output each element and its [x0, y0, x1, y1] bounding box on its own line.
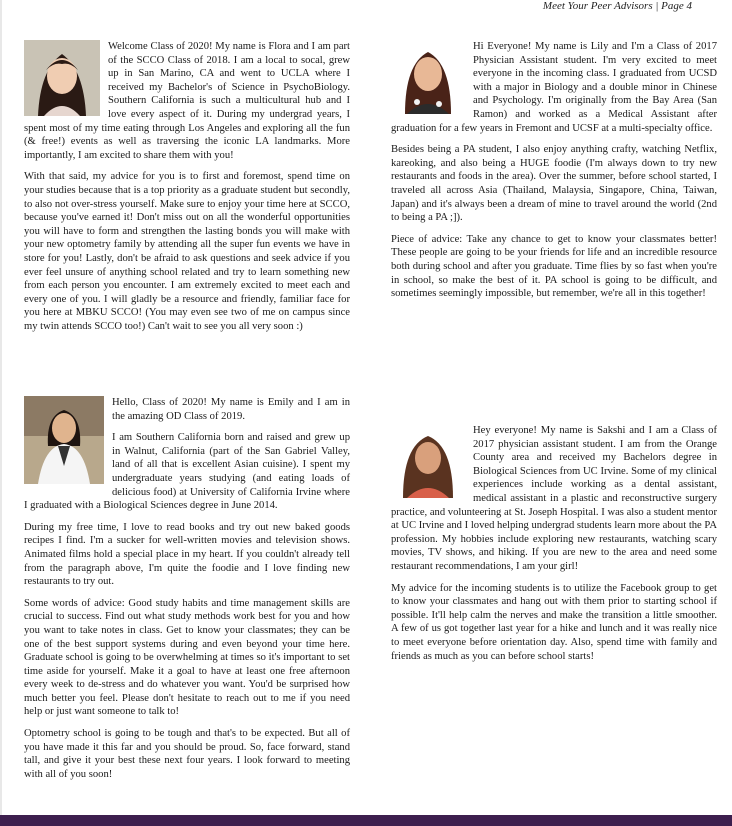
- emily-paragraph-1: Hello, Class of 2020! My name is Emily and I am in the amazing OD Class of 2019.: [112, 397, 350, 422]
- lily-paragraph-2: Besides being a PA student, I also enjoy anything crafty, watching Netflix, kareoking, and also being a HUGE foodie (I'm always down to try new restaurants and foods in the area). Over the summer, before school started, I traveled all across Asia (Thailand, Malaysia, Singapore, China, Taiwan, Japan) and it's always been a dream of mine to travel around the world (2nd to being a PA ;]).: [391, 144, 717, 224]
- flora-photo: [24, 40, 100, 116]
- flora-paragraph-2: With that said, my advice for you is to first and foremost, spend time on your studies because that is a top priority as a graduate student but secondly, to also not over-stress yourself. Make sure to enjoy your time here at SCCO, because you've earned it! Don't miss out on all the wonderful opportunities you will have to form and strengthen the lasting bonds you will make with your new optometry family by attending all the super fun events we have in store for you! Lastly, don't be afraid to ask questions and seek advice if you ever feel unsure of anything school related and try to learn something new from each person you encounter. I am extremely excited to meet each and every one of you. I will gladly be a resource and friendly, familiar face for you here at MBKU SCCO! (You may even see two of me on campus since my twin attends SCCO too!) Can't wait to see you all very soon :): [24, 171, 350, 332]
- sakshi-paragraph-2: My advice for the incoming students is to utilize the Facebook group to get to know your classmates and hang out with them prior to starting school if possible. It'll help calm the nerves and make the transition a little smoother. A few of us got together last year for a hike and lunch and it was really nice to meet everyone before orientation day. Also, spend time with family and friends as much as you can before school starts!: [391, 582, 717, 662]
- lily-paragraph-1: Hi Everyone! My name is Lily and I'm a Class of 2017 Physician Assistant student. I'm very excited to meet everyone in the incoming class. I graduated from UCSD with a major in Biology and a double minor in Chinese and Psychology. I'm originally from the Bay Area (San Ramon) and worked as a Medical Assistant after graduation for a few years in Fremont and UCSF at a multi-specialty office.: [391, 41, 717, 134]
- emily-paragraph-2: I am Southern California born and raised and grew up in Walnut, California (part of the San Gabriel Valley, land of all that is excellent Asian cuisine). I spent my undergraduate years studying (and eating loads of delicious food) at University of California Irvine where I graduated with a Biological Sciences degree in June 2014.: [24, 432, 350, 512]
- lily-paragraph-3: Piece of advice: Take any chance to get to know your classmates better! These people are going to be your friends for life and an incredible resource both during school and after you graduate. Time flies by so fast when you're in school, so make the best of it. PA school is going to be difficult, and sometimes seemingly impossible, but remember, we're all in this together!: [391, 233, 717, 300]
- page-header: Meet Your Peer Advisors | Page 4: [542, 0, 692, 12]
- page-edge: [0, 0, 2, 826]
- lily-section: [391, 40, 717, 309]
- sakshi-paragraph-1: Hey everyone! My name is Sakshi and I am a Class of 2017 physician assistant student. I am from the Orange County area and received my Bachelors degree in Biological Sciences from UC Irvine. Some of my clinical experiences include working as a dental assistant, medical assistant in a plastic and reconstructive surgery practice, and volunteering at St. Joseph Hospital. I was also a student mentor at UC Irvine and I loved helping undergrad students learn more about the PA profession. My hobbies include exploring new restaurants, watching scary movies, TV shows, and hiking. If you are new to the area and need some restaurant recommendations, I am your girl!: [391, 425, 717, 572]
- sakshi-section: [391, 424, 717, 671]
- sakshi-photo: [391, 424, 465, 498]
- emily-paragraph-3: During my free time, I love to read books and try out new baked goods recipes I find. I'm a sucker for well-written movies and television shows. Animated films hold a special place in my heart. If you couldn't already tell from the paragraph above, I'm quite the foodie and I love finding new restaurants to try out.: [24, 521, 350, 588]
- flora-section: [24, 40, 350, 341]
- emily-paragraph-4: Some words of advice: Good study habits and time management skills are crucial to success. Find out what study methods work best for you and how you want to take notes in class. Get to know your classmates; they can be one of the best support systems during and even beyond your time here. Graduate school is going to be overwhelming at times so it's important to set time aside for yourself. Make it a goal to have at least one free afternoon every week to de-stress and do whatever you want. You'd be surprised how much better you feel. Please don't hesitate to reach out to me if you need help or just want someone to talk to!: [24, 597, 350, 718]
- footer-bar: [0, 815, 732, 826]
- emily-section: [24, 396, 350, 789]
- emily-photo: [24, 396, 104, 484]
- emily-paragraph-5: Optometry school is going to be tough and that's to be expected. But all of you have made it this far and you should be proud. So, face forward, stand tall, and give it your best these next four years. I look forward to meeting with all of you soon!: [24, 728, 350, 780]
- flora-paragraph-1: Welcome Class of 2020! My name is Flora and I am part of the SCCO Class of 2018. I am a local to socal, grew up in San Marino, CA and went to UCLA where I received my Bachelor's of Science in PsychoBiology. Southern California is such a multicultural hub and I love every aspect of it. During my undergrad years, I spent most of my time eating through Los Angeles and exploring all the fun (& free!) events as well as traversing the iconic LA landmarks. More importantly, I am excited to share them with you!: [24, 41, 350, 161]
- lily-photo: [391, 40, 465, 114]
